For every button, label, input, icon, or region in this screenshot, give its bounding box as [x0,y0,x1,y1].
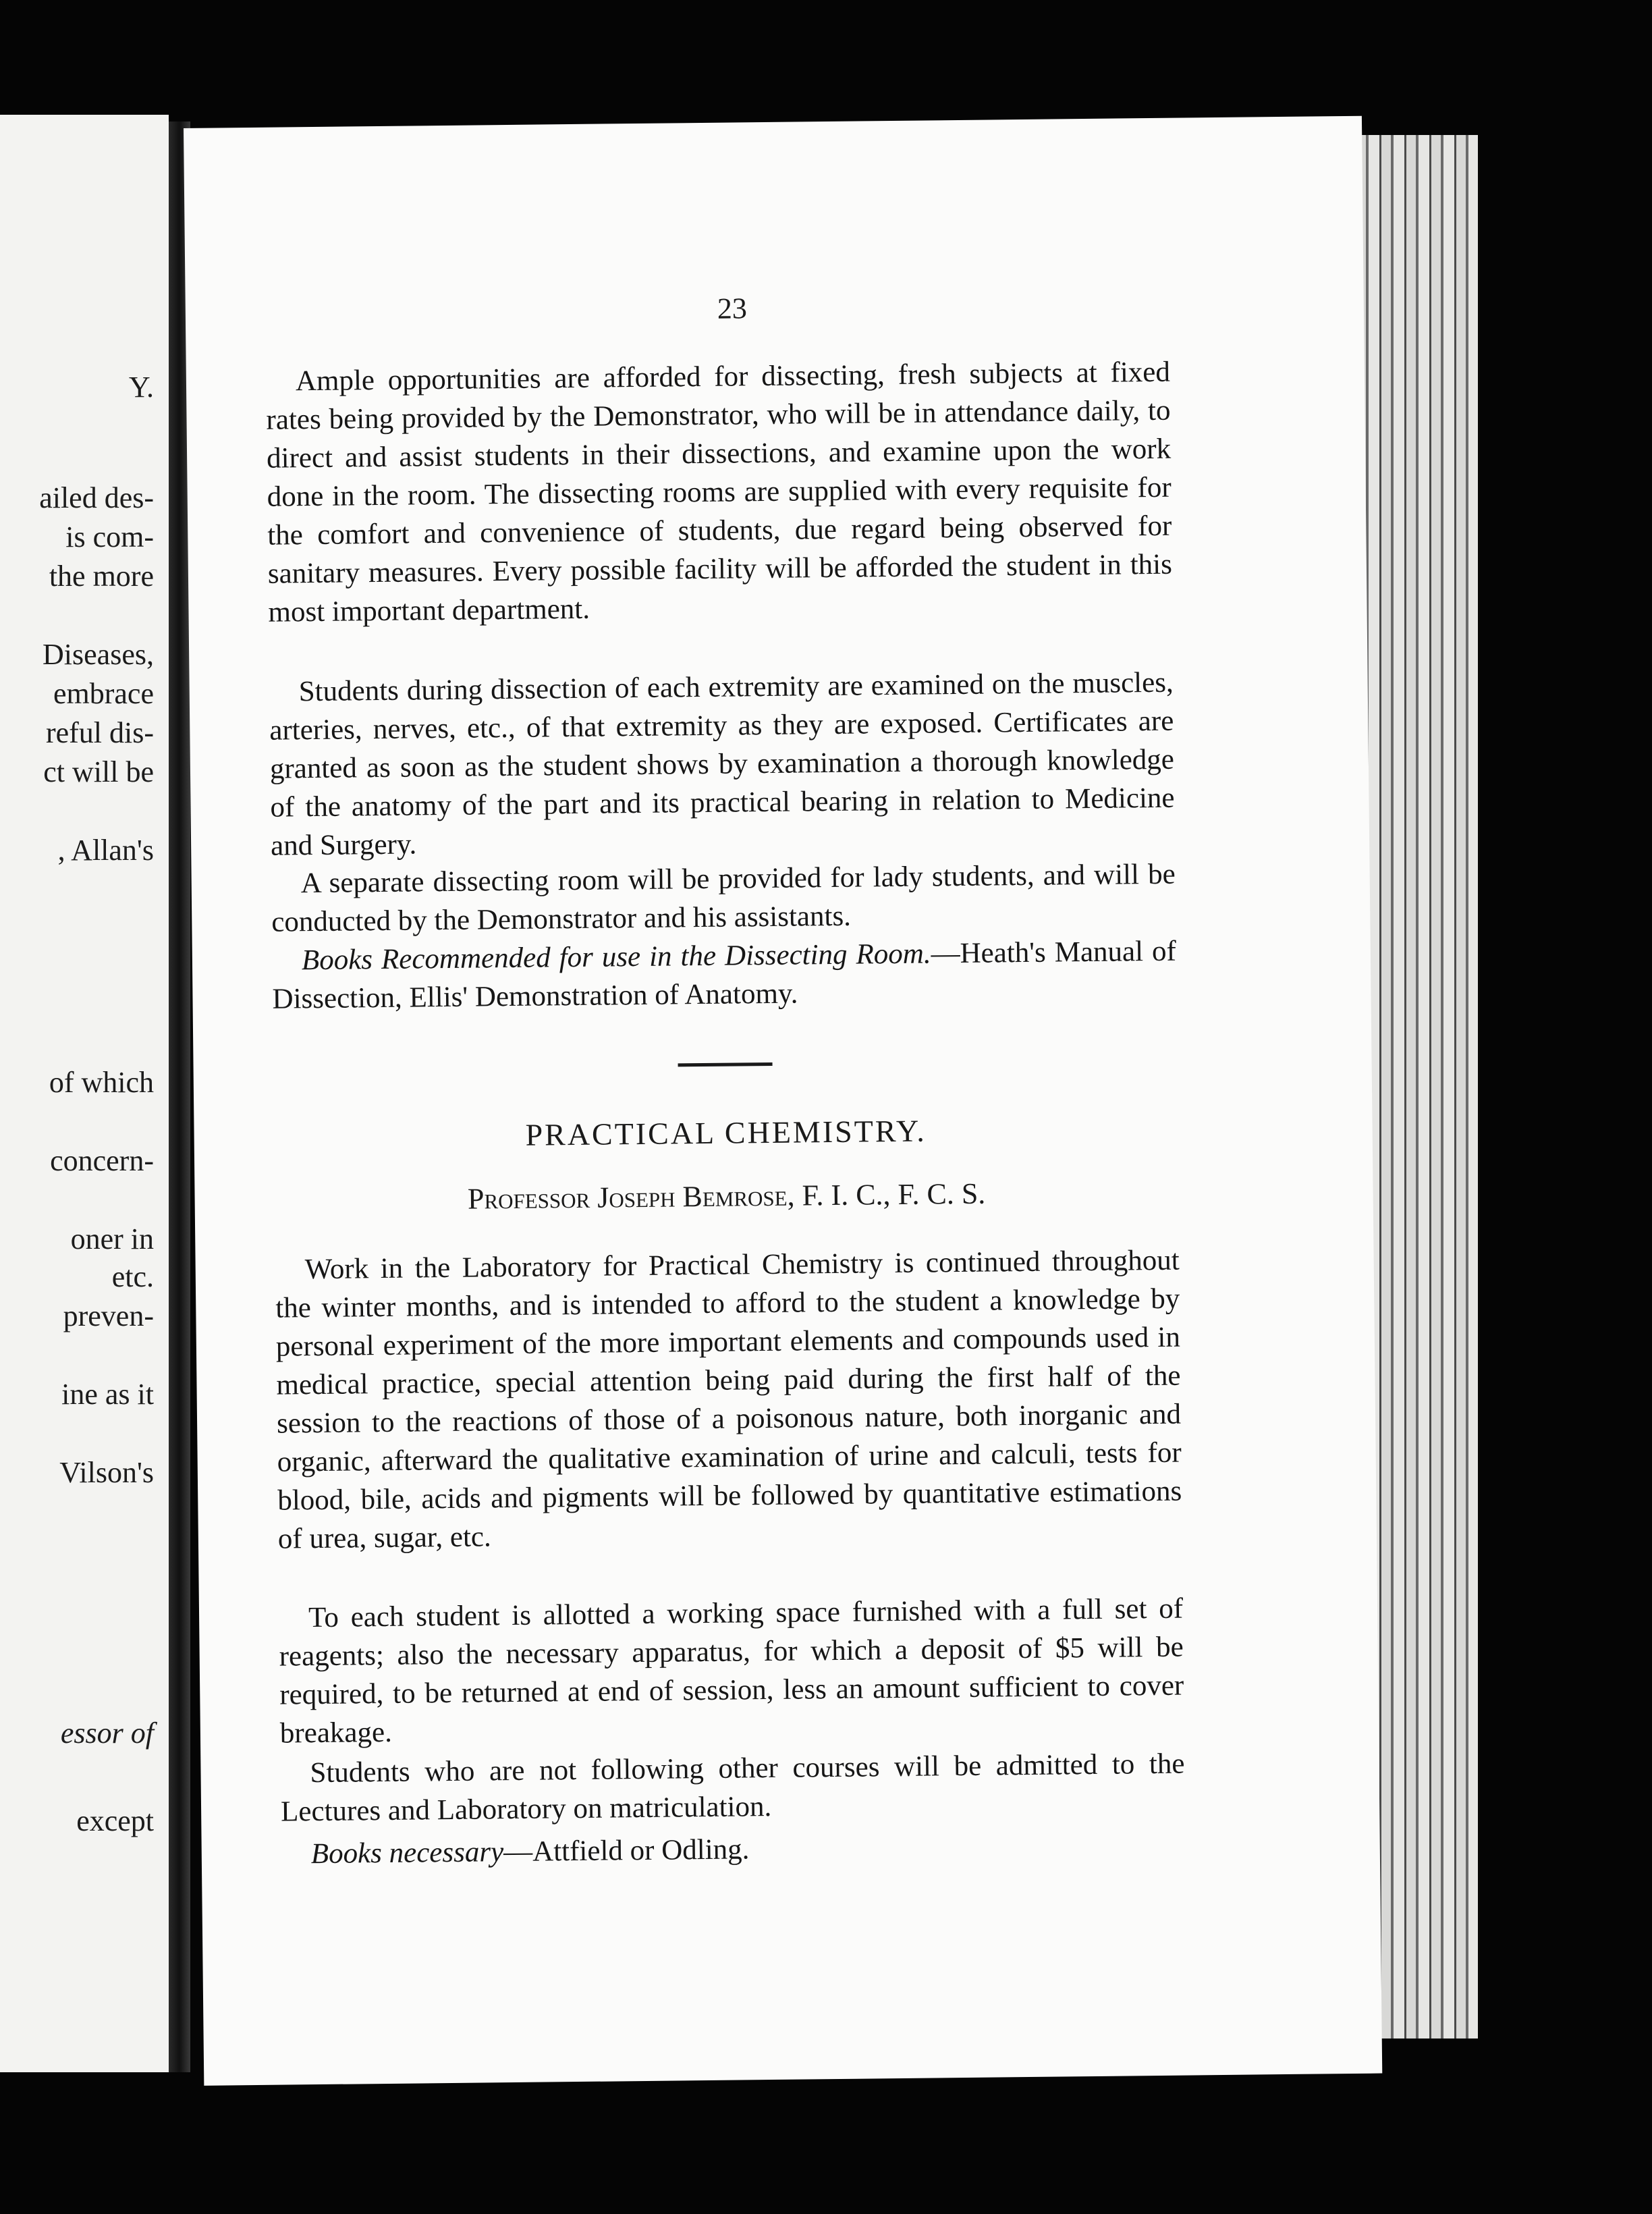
left-fragment: preven- [63,1299,154,1332]
chemistry-books-paragraph [281,1826,1186,1874]
left-fragment: embrace [53,677,154,710]
books-recommended-label: Books Recommended for use in the Dissecting Room. [301,938,931,977]
professor-line: Professor Joseph Bemrose, F. I. C., F. C. S. [467,1177,986,1216]
left-fragment: ailed des- [39,481,154,514]
anatomy-paragraph: A separate dissecting room will be provided for lady students, and will be conducted by the Demonstrator and his assistants. [271,858,1176,938]
book-page [184,116,1382,2086]
left-fragment: Vilson's [59,1456,154,1489]
chemistry-paragraph: Work in the Laboratory for Practical Chemistry is continued throughout the winter months, and is intended to afford to the student a knowledge by personal experiment of the more important elements and compounds used in medical practice, special attention being paid during the first half of the session to the reactions of those of a poisonous nature, both inorganic and organic, afterward the qualitative examination of urine and calculi, tests for blood, bile, acids and pigments will be followed by quantitative estimations of urea, sugar, etc. [275,1244,1182,1555]
left-fragment: ine as it [61,1378,154,1411]
left-fragment: concern- [50,1144,154,1177]
anatomy-paragraph: Students during dissection of each extremity are examined on the muscles, arteries, nerves, etc., of that extremity as they are exposed. Certificates are granted as soon as the student shows by examination a thorough knowledge of the anatomy of the part and its practical bearing in relation to Medicine and Surgery. [269,666,1175,862]
left-fragment: except [76,1804,154,1837]
left-fragment: is com- [65,520,154,554]
previous-page-fragment [0,115,169,2072]
left-fragment: reful dis- [45,716,154,749]
left-fragment: essor of [60,1717,154,1750]
books-necessary-label: Books necessary [310,1836,504,1870]
anatomy-books-paragraph [272,932,1177,1019]
page-number: 23 [717,292,748,325]
left-fragment: oner in [70,1222,154,1256]
books-necessary-text: —Attfield or Odling. [503,1833,750,1868]
left-fragment: of which [49,1066,154,1099]
chemistry-paragraph: To each student is allotted a working space furnished with a full set of reagents; also the necessary apparatus, for which a deposit of $5 will be required, to be returned at end of session, less an amount sufficient to cover breakage. [279,1592,1184,1750]
section-divider [678,1062,773,1066]
left-fragment: the more [49,560,154,593]
left-fragment: Diseases, [43,638,154,671]
left-fragment: ct will be [43,755,154,788]
left-fragment: etc. [111,1260,154,1293]
anatomy-paragraph: Ample opportunities are afforded for dissecting, fresh subjects at fixed rates being provided by the Demonstrator, who will be in attendance daily, to direct and assist students in their dissections, and examine upon the work done in the room. The dissecting rooms are supplied with every requisite for the comfort and convenience of students, due regard being observed for sanitary measures. Every possible facility will be afforded the student in this most important department. [266,356,1173,628]
left-fragment: , Allan's [57,834,154,867]
section-title: PRACTICAL CHEMISTRY. [525,1113,927,1152]
chemistry-paragraph: Students who are not following other courses will be admitted to the Lectures and Laboratory on matriculation. [280,1748,1185,1828]
left-fragment: Y. [128,371,154,404]
books-recommended-text: —Heath's Manual of Dissection, Ellis' Demonstration of Anatomy. [272,935,1177,1015]
